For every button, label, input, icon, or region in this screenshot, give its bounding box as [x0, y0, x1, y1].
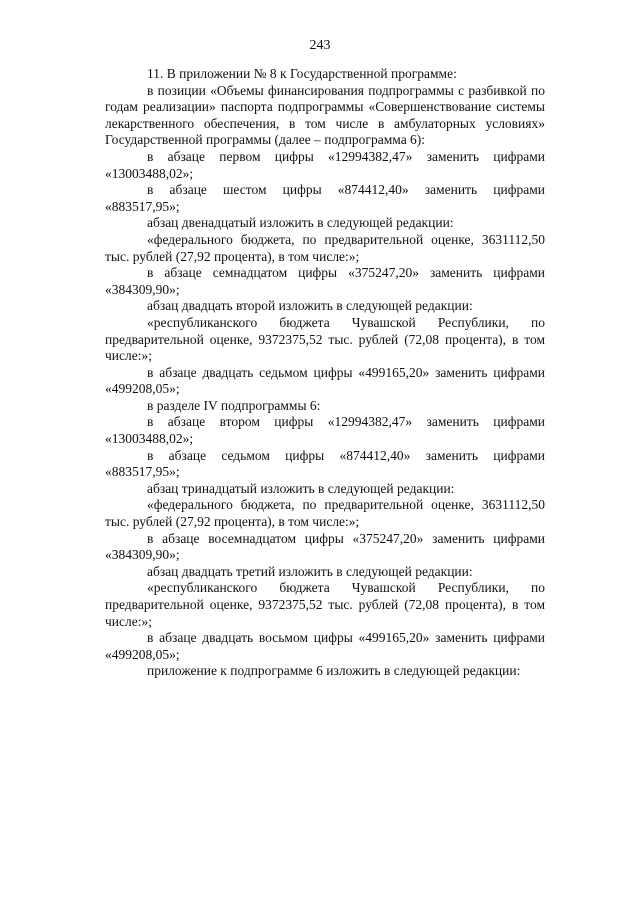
paragraph-section-abzac-13: абзац тринадцатый изложить в следующей редакции:	[147, 480, 455, 496]
paragraph-section-abzac-23: абзац двадцать третий изложить в следующей редакции:	[147, 563, 473, 579]
paragraph-section-abzac-28: в абзаце двадцать восьмом цифры «499165,20» заменить цифрами «499208,05»;	[105, 630, 545, 662]
paragraph-section-abzac-7: в абзаце седьмом цифры «874412,40» заменить цифрами «883517,95»;	[105, 447, 545, 480]
paragraph-passport-abzac-22: абзац двадцать второй изложить в следующей редакции:	[147, 298, 473, 314]
paragraph-republic-budget-quote: «республиканского бюджета Чувашской Республики, по предварительной оценке, 9372375,52 тыс. рублей (72,08 процента), в том числе:»;	[105, 314, 545, 364]
paragraph-financing-position: в позиции «Объемы финансирования подпрограммы с разбивкой по годам реализации» паспорта подпрограммы «Совершенствование системы лекарственного обеспечения, в том числе в амбулаторных условиях» Государственной программы (далее – подпрограмма 6):	[105, 82, 545, 148]
paragraph-federal-budget-quote: «федерального бюджета, по предварительной оценке, 3631112,50 тыс. рублей (27,92 процента), в том числе:»;	[105, 231, 545, 264]
paragraph-section-iv-header: в разделе IV подпрограммы 6:	[147, 397, 321, 413]
paragraph-passport-abzac-17: в абзаце семнадцатом цифры «375247,20» заменить цифрами «384309,90»;	[105, 265, 545, 297]
document-body	[105, 66, 545, 680]
paragraph-section-federal-budget-quote: «федерального бюджета, по предварительной оценке, 3631112,50 тыс. рублей (27,92 процента), в том числе:»;	[105, 497, 545, 530]
paragraph-section-republic-budget-quote: «республиканского бюджета Чувашской Республики, по предварительной оценке, 9372375,52 тыс. рублей (72,08 процента), в том числе:»;	[105, 580, 545, 629]
paragraph-passport-abzac-12: абзац двенадцатый изложить в следующей редакции:	[147, 215, 454, 231]
page-number: 243	[309, 38, 331, 53]
paragraph-passport-abzac-1: в абзаце первом цифры «12994382,47» заменить цифрами «13003488,02»;	[105, 148, 545, 181]
paragraph-section-abzac-2: в абзаце втором цифры «12994382,47» заменить цифрами «13003488,02»;	[105, 414, 545, 447]
paragraph-section-abzac-18: в абзаце восемнадцатом цифры «375247,20» заменить цифрами «384309,90»;	[105, 530, 545, 563]
paragraph-item-11-header: 11. В приложении № 8 к Государственной программе:	[147, 66, 457, 81]
paragraph-passport-abzac-6: в абзаце шестом цифры «874412,40» заменить цифрами «883517,95»;	[105, 182, 545, 214]
paragraph-appendix-new-edition: приложение к подпрограмме 6 изложить в следующей редакции:	[147, 663, 521, 679]
paragraph-passport-abzac-27: в абзаце двадцать седьмом цифры «499165,20» заменить цифрами «499208,05»;	[105, 364, 545, 397]
